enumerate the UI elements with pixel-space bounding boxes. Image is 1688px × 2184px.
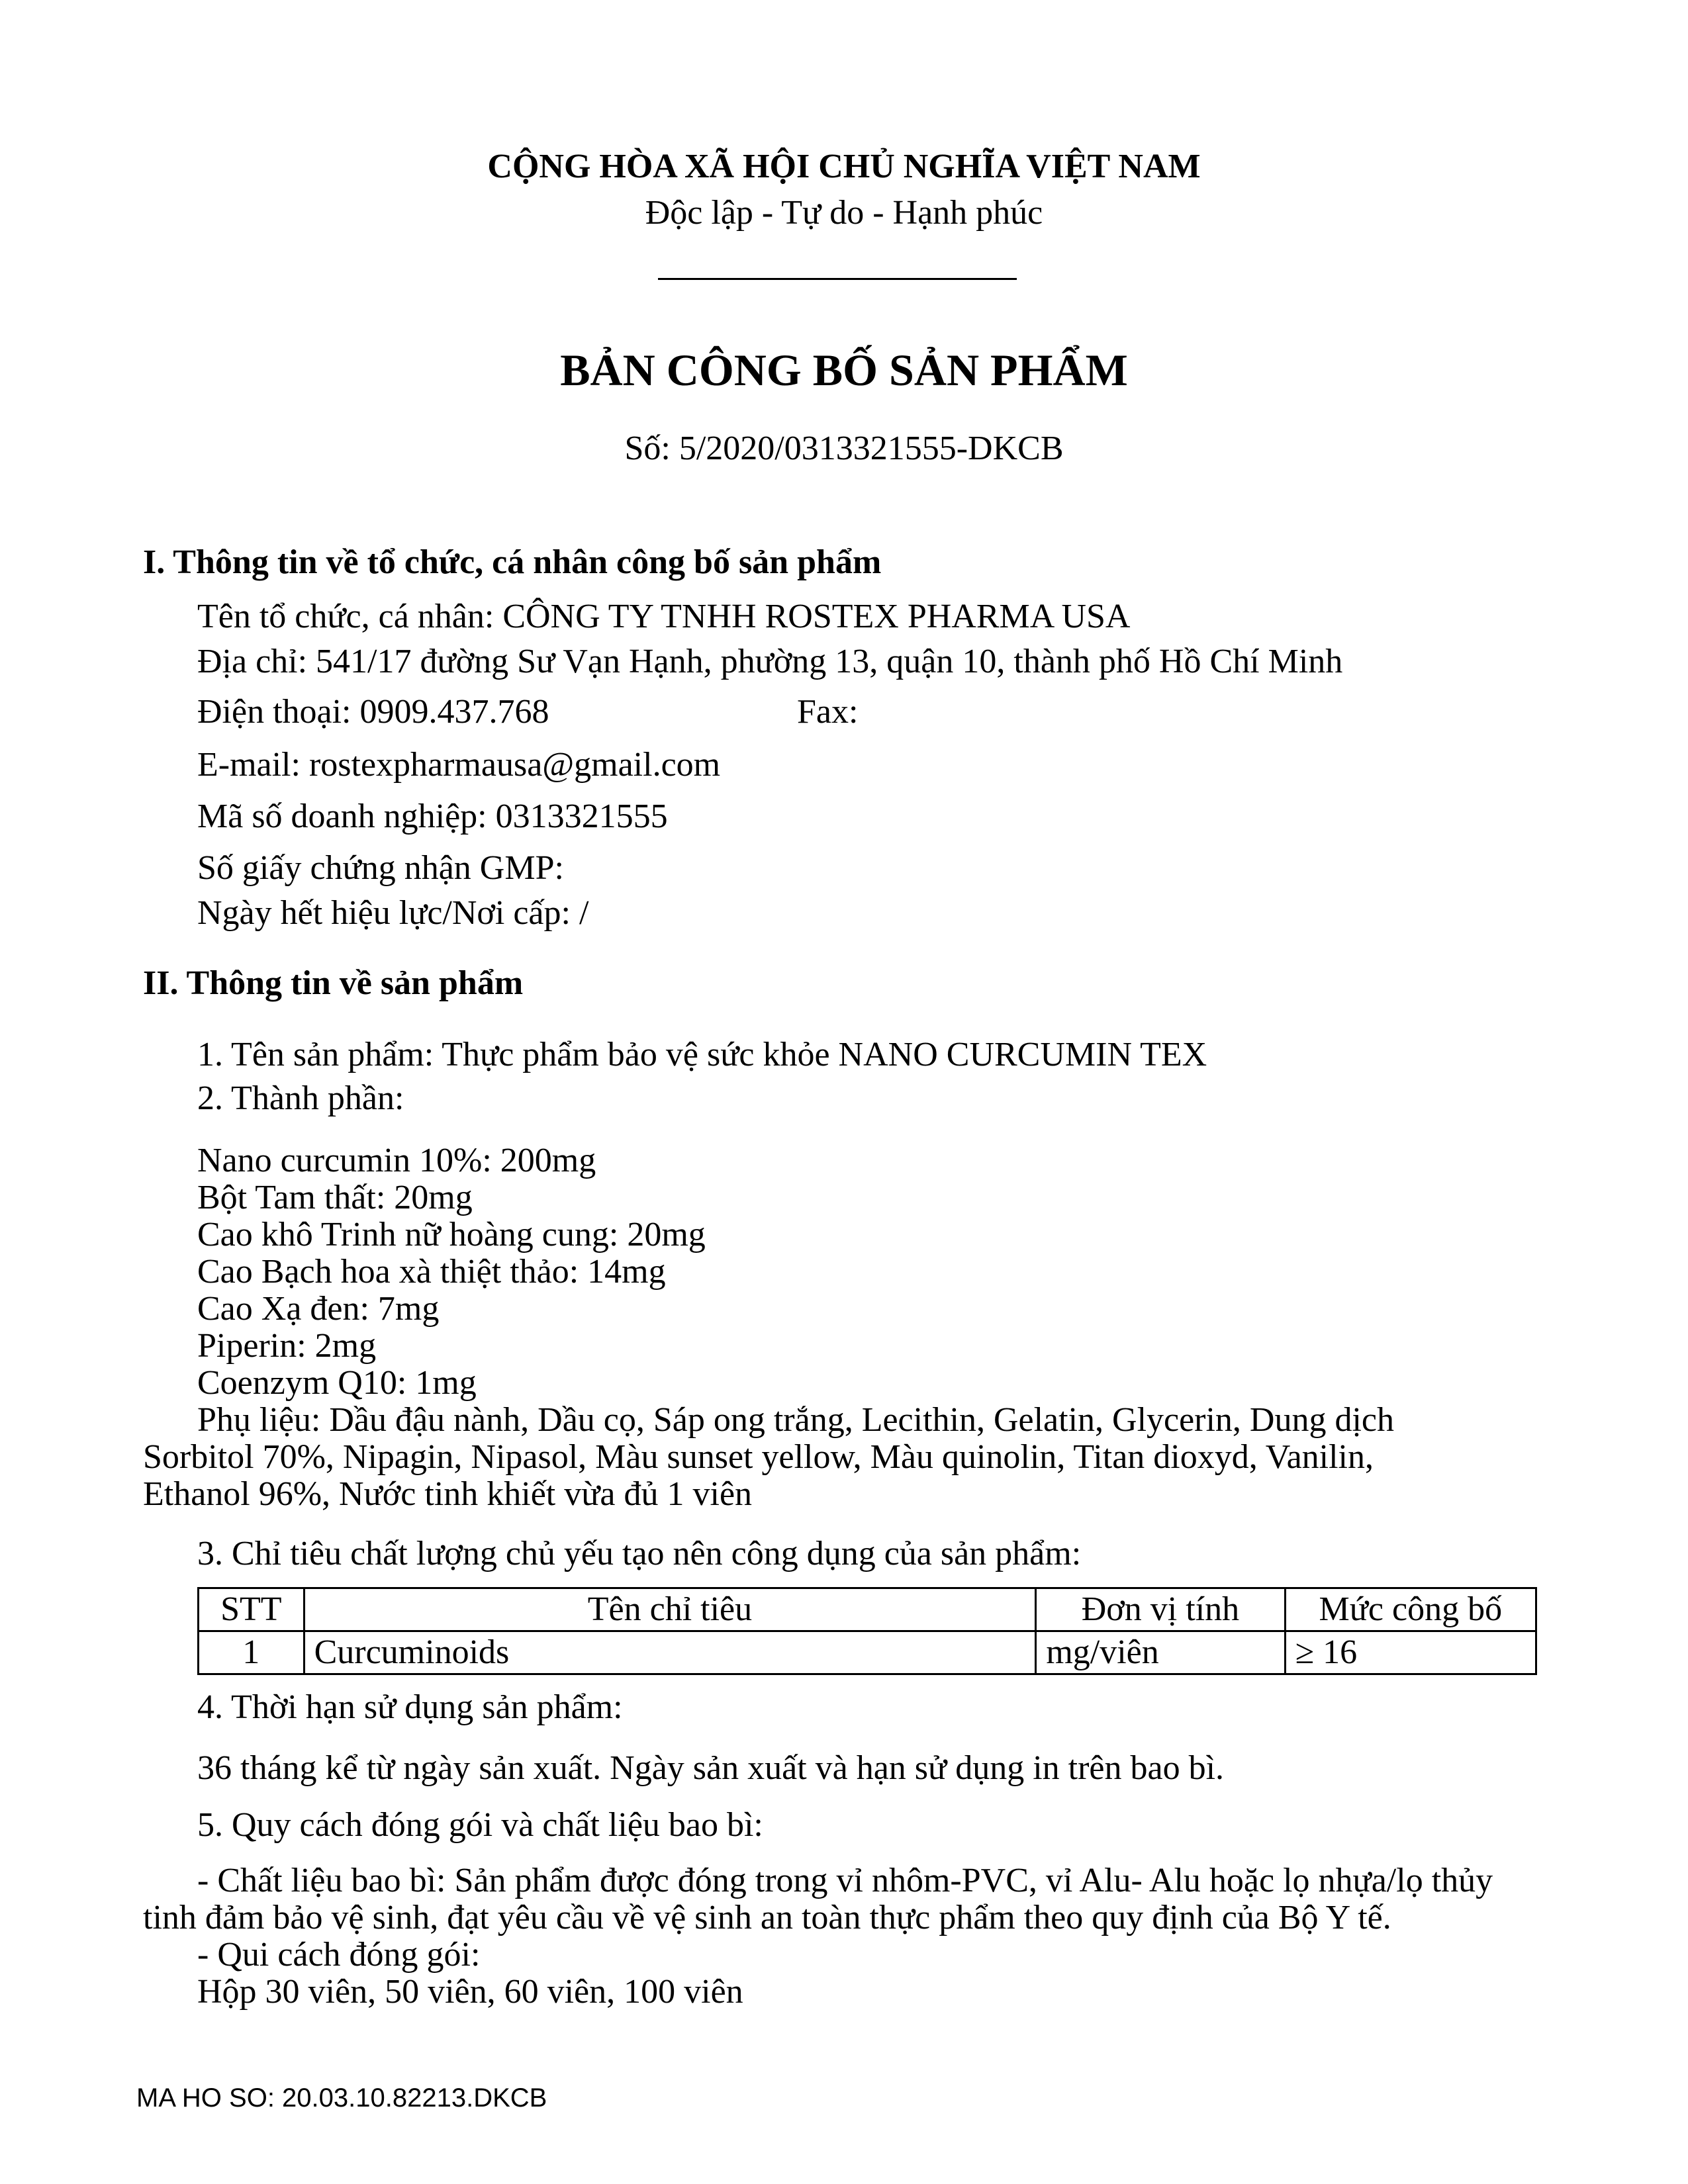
column-header-declared-level: Mức công bố (1285, 1588, 1536, 1631)
validity: Ngày hết hiệu lực/Nơi cấp: / (197, 894, 589, 932)
packaging-material-line: - Chất liệu bao bì: Sản phẩm được đóng trong vỉ nhôm-PVC, vỉ Alu- Alu hoặc lọ nhựa/lọ thủy (197, 1862, 1493, 1899)
excipients-line: Phụ liệu: Dầu đậu nành, Dầu cọ, Sáp ong trắng, Lecithin, Gelatin, Glycerin, Dung dịch (197, 1401, 1395, 1439)
ingredient-item: Cao khô Trinh nữ hoàng cung: 20mg (197, 1216, 706, 1253)
table-header-row (199, 1588, 1536, 1631)
phone: Điện thoại: 0909.437.768 (197, 693, 549, 731)
national-title: CỘNG HÒA XÃ HỘI CHỦ NGHĨA VIỆT NAM (487, 148, 1201, 185)
table-row (199, 1631, 1536, 1674)
packaging-spec-heading: - Qui cách đóng gói: (197, 1936, 481, 1974)
section1-heading: I. Thông tin về tổ chức, cá nhân công bố sản phẩm (143, 543, 882, 581)
excipients-line: Sorbitol 70%, Nipagin, Nipasol, Màu sunset yellow, Màu quinolin, Titan dioxyd, Vanilin, (143, 1438, 1374, 1476)
packaging-material-line: tinh đảm bảo vệ sinh, đạt yêu cầu về vệ sinh an toàn thực phẩm theo quy định của Bộ Y tế. (143, 1899, 1391, 1936)
product-name: 1. Tên sản phẩm: Thực phẩm bảo vệ sức khỏe NANO CURCUMIN TEX (197, 1036, 1207, 1073)
gmp-certificate: Số giấy chứng nhận GMP: (197, 849, 564, 887)
email: E-mail: rostexpharmausa@gmail.com (197, 746, 721, 784)
ingredient-item: Piperin: 2mg (197, 1327, 377, 1365)
ingredient-item: Cao Bạch hoa xà thiệt thảo: 14mg (197, 1253, 666, 1291)
address: Địa chỉ: 541/17 đường Sư Vạn Hạnh, phường 13, quận 10, thành phố Hồ Chí Minh (197, 643, 1343, 680)
org-name: Tên tổ chức, cá nhân: CÔNG TY TNHH ROSTEX PHARMA USA (197, 598, 1131, 635)
ingredient-item: Cao Xạ đen: 7mg (197, 1290, 440, 1328)
ingredient-item: Nano curcumin 10%: 200mg (197, 1142, 596, 1179)
column-header-unit: Đơn vị tính (1036, 1588, 1285, 1631)
table-cell: 1 (199, 1631, 305, 1674)
shelf-life: 36 tháng kể từ ngày sản xuất. Ngày sản xuất và hạn sử dụng in trên bao bì. (197, 1749, 1225, 1787)
fax: Fax: (797, 693, 859, 731)
file-code-footer: MA HO SO: 20.03.10.82213.DKCB (136, 2083, 547, 2113)
ingredient-item: Bột Tam thất: 20mg (197, 1179, 473, 1216)
motto: Độc lập - Tự do - Hạnh phúc (645, 194, 1043, 232)
column-header-criterion: Tên chỉ tiêu (304, 1588, 1036, 1631)
criteria-heading: 3. Chỉ tiêu chất lượng chủ yếu tạo nên công dụng của sản phẩm: (197, 1535, 1082, 1572)
tax-code: Mã số doanh nghiệp: 0313321555 (197, 797, 668, 835)
document-title: BẢN CÔNG BỐ SẢN PHẨM (560, 345, 1128, 395)
criteria-table (197, 1587, 1537, 1675)
shelf-life-heading: 4. Thời hạn sử dụng sản phẩm: (197, 1688, 623, 1726)
column-header-stt: STT (199, 1588, 305, 1631)
table-cell: mg/viên (1036, 1631, 1285, 1674)
ingredient-item: Coenzym Q10: 1mg (197, 1364, 477, 1402)
section2-heading: II. Thông tin về sản phẩm (143, 964, 524, 1002)
excipients-line: Ethanol 96%, Nước tinh khiết vừa đủ 1 viên (143, 1475, 753, 1513)
header-divider (658, 278, 1017, 280)
table-cell: ≥ 16 (1285, 1631, 1536, 1674)
packaging-heading: 5. Quy cách đóng gói và chất liệu bao bì: (197, 1806, 763, 1844)
table-cell: Curcuminoids (304, 1631, 1036, 1674)
ingredients-heading: 2. Thành phần: (197, 1079, 404, 1117)
packaging-spec: Hộp 30 viên, 50 viên, 60 viên, 100 viên (197, 1973, 743, 2011)
document-number: Số: 5/2020/0313321555-DKCB (624, 430, 1064, 467)
